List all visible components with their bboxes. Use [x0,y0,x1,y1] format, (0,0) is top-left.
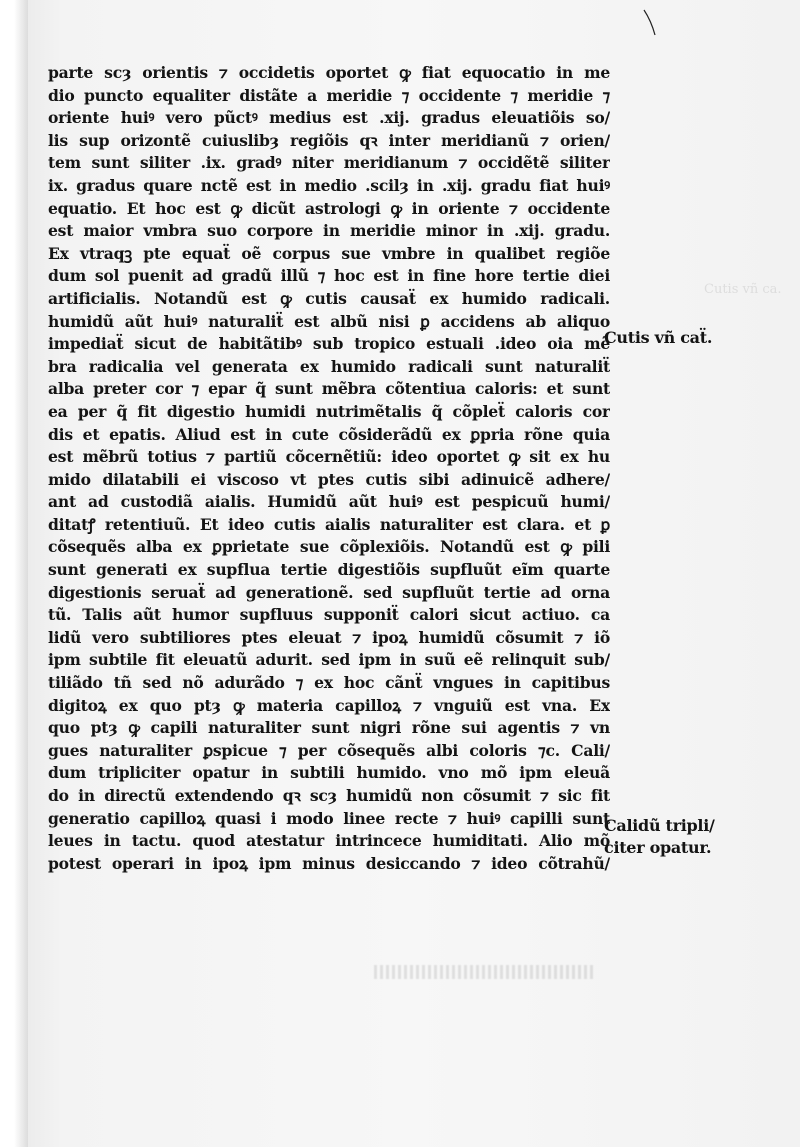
text-line: quo ptȝ ꝙ capili naturaliter sunt nigri rõne sui agentis ⁊ vn [48,718,610,738]
text-line: tũ. Talis aũt humor supfluus supponiẗ calori sicut actiuo. ca [48,605,610,625]
text-line: est mẽbrũ totius ⁊ partiũ cõcernẽtiũ: ideo oportet ꝙ sit ex hu [48,447,610,467]
text-line: dio puncto equaliter distãte a meridie ⁊ occidente ⁊ meridie ⁊ [48,85,610,105]
text-line: tiliãdo tñ sed nõ adurãdo ⁊ ex hoc cãnẗ vngues in capitibus [48,673,610,693]
text-line: impediaẗ sicut de habitãtibꝰ sub tropico estuali .ideo oia mẽ [48,334,610,354]
text-line: lis sup orizontẽ cuiuslibȝ regiõis qꝛ inter meridianũ ⁊ orien/ [48,130,610,150]
text-line: equatio. Et hoc est ꝙ dicũt astrologi ꝙ in oriente ⁊ occidente [48,198,610,218]
text-line: digestionis seruaẗ ad generationẽ. sed supfluũt tertie ad orna [48,582,610,602]
text-line: ditatꝭ retentiuũ. Et ideo cutis aialis naturaliter est clara. et ꝑ [48,514,610,534]
main-text-block [48,62,610,875]
text-line: ea per q̃ fit digestio humidi nutrimẽtalis q̃ cõpleẗ caloris cor [48,401,610,421]
text-line: tem sunt siliter .ix. gradꝰ niter meridianum ⁊ occidẽtẽ siliter [48,153,610,173]
marginal-note-text: citer opatur. [604,838,712,857]
text-line: bra radicalia vel generata ex humido radicali sunt naturaliẗ [48,356,610,376]
pen-stroke-mark [642,8,658,38]
text-line: mido dilatabili ei viscoso vt ptes cutis sibi adinuicẽ adhere/ [48,469,610,489]
text-line: est maior vmbra suo corpore in meridie minor in .xij. gradu. [48,221,610,241]
ink-bleed-through [374,965,594,979]
text-line: dum sol puenit ad gradũ illũ ⁊ hoc est in fine hore tertie diei [48,266,610,286]
text-line: oriente huiꝰ vero pũctꝰ medius est .xij. gradus eleuatiõis so/ [48,108,610,128]
text-line: parte scȝ orientis ⁊ occidetis oportet ꝙ fiat equocatio in me [48,63,610,82]
marginal-note-text: Calidũ tripli/ [604,816,715,835]
text-line: humidũ aũt huiꝰ naturaliẗ est albũ nisi ꝑ accidens ab aliquo [48,311,610,331]
text-line: dis et epatis. Aliud est in cute cõsiderãdũ ex ꝑpria rõne quia [48,424,610,444]
text-line: Ex vtraqꝫ pte equaẗ oẽ corpus sue vmbre in qualibet regiõe [48,243,610,263]
text-line: leues in tactu. quod atestatur intrincece humiditati. Alio mõ [48,831,610,851]
text-line: ant ad custodiã aialis. Humidũ aũt huiꝰ est pespicuũ humi/ [48,492,610,512]
page-gutter-edge [14,0,28,1147]
marginal-note-cutis [604,327,712,349]
book-page [14,0,800,1147]
marginal-note-calidum [604,815,715,859]
text-line: lidũ vero subtiliores ptes eleuat ⁊ ipoꝝ humidũ cõsumit ⁊ iõ [48,627,610,647]
text-line: dum tripliciter opatur in subtili humido. vno mõ ipm eleuã [48,763,610,783]
text-line: ipm subtile fit eleuatũ adurit. sed ipm in suũ eẽ relinquit sub/ [48,650,610,670]
text-line: do in directũ extendendo qꝛ scȝ humidũ non cõsumit ⁊ sic fit [48,786,610,805]
text-line: sunt generati ex supflua tertie digestiõis supfluũt eĩm quarte [48,560,610,580]
text-line: potest operari in ipoꝝ ipm minus desiccando ⁊ ideo cõtrahũ/ [48,853,610,873]
text-line: generatio capilloꝝ quasi i modo linee recte ⁊ huiꝰ capilli sunt [48,808,610,828]
text-line: gues naturaliter ꝑspicue ⁊ per cõsequẽs albi coloris ⁊c. Cali/ [48,740,610,760]
text-line: ix. gradus quare nctẽ est in medio .scilȝ in .xij. gradu fiat huiꝰ [48,175,610,195]
text-line: artificialis. Notandũ est ꝙ cutis causaẗ ex humido radicali. [48,288,610,308]
text-line: cõsequẽs alba ex ꝑprietate sue cõplexiõis. Notandũ est ꝙ pili [48,537,610,557]
show-through-text: Cutis vñ ca. [704,282,782,297]
marginal-note-text: Cutis vñ caẗ. [604,328,713,347]
text-line: alba preter cor ⁊ epar q̃ sunt mẽbra cõtentiua caloris: et sunt [48,379,610,399]
text-line: digitoꝝ ex quo ptȝ ꝙ materia capilloꝝ ⁊ vnguiũ est vna. Ex [48,695,610,715]
